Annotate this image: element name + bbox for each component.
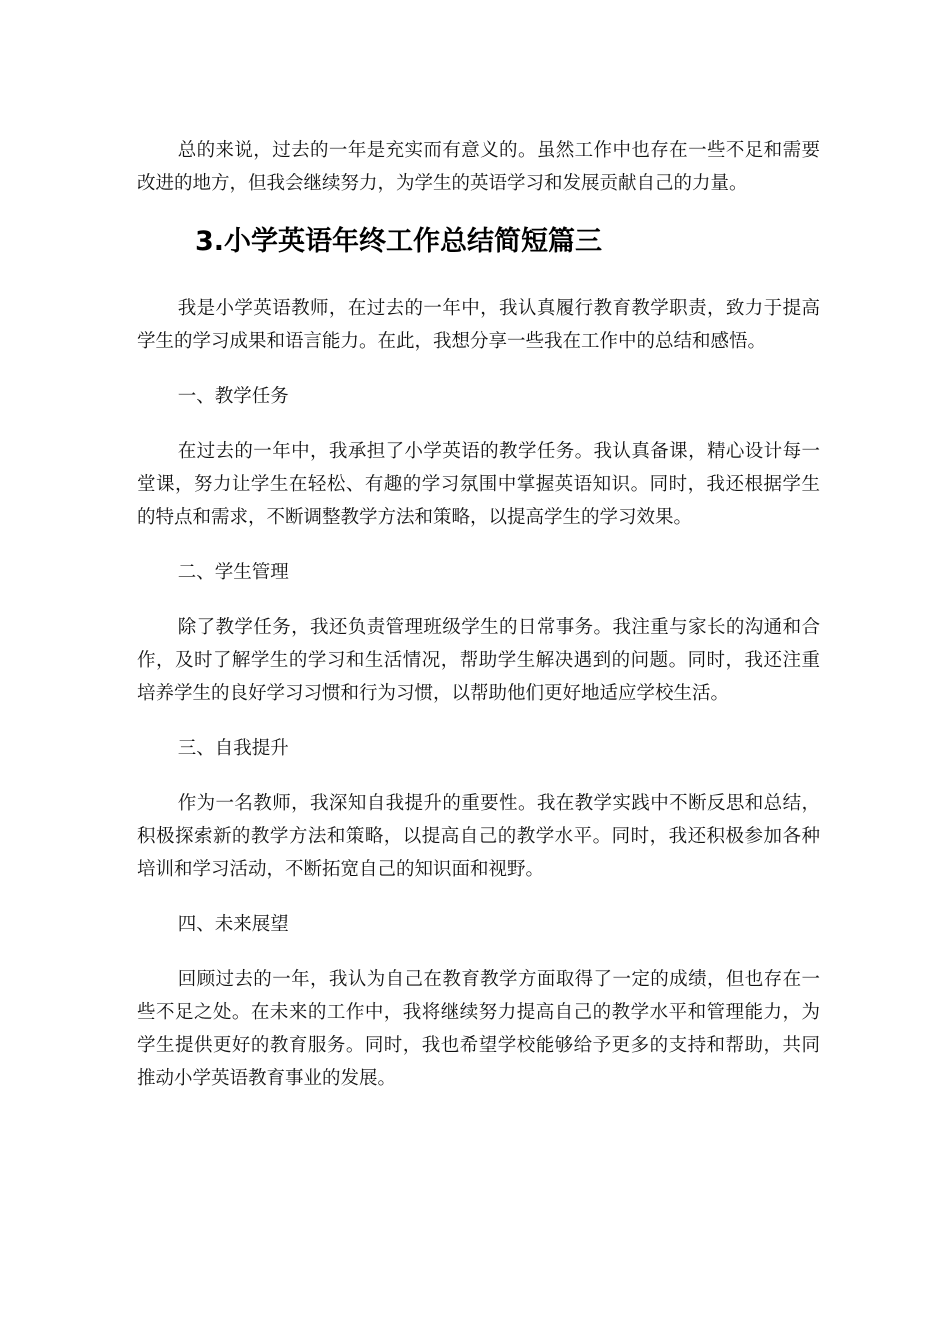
part-heading-teaching-tasks: 一、教学任务 bbox=[177, 386, 289, 407]
part-text-teaching-tasks: 在过去的一年中，我承担了小学英语的教学任务。我认真备课，精心设计每一堂课，努力让学生在轻松、有趣的学习氛围中掌握英语知识。同时，我还根据学生的特点和需求，不断调整教学方法和策略，以提高学生的学习效果。 bbox=[137, 441, 820, 528]
part-heading-future-outlook: 四、未来展望 bbox=[177, 914, 289, 935]
section-title: 3.小学英语年终工作总结简短篇三 bbox=[195, 226, 603, 257]
part-heading-self-improvement: 三、自我提升 bbox=[177, 738, 289, 759]
intro-paragraph: 总的来说，过去的一年是充实而有意义的。虽然工作中也存在一些不足和需要改进的地方，但我会继续努力，为学生的英语学习和发展贡献自己的力量。 bbox=[137, 140, 820, 194]
part-heading-student-management: 二、学生管理 bbox=[177, 562, 289, 583]
opening-paragraph: 我是小学英语教师，在过去的一年中，我认真履行教育教学职责，致力于提高学生的学习成果和语言能力。在此，我想分享一些我在工作中的总结和感悟。 bbox=[137, 298, 820, 352]
document-body bbox=[137, 134, 820, 1117]
part-text-self-improvement: 作为一名教师，我深知自我提升的重要性。我在教学实践中不断反思和总结，积极探索新的教学方法和策略，以提高自己的教学水平。同时，我还积极参加各种培训和学习活动，不断拓宽自己的知识面和视野。 bbox=[137, 793, 820, 880]
part-text-student-management: 除了教学任务，我还负责管理班级学生的日常事务。我注重与家长的沟通和合作，及时了解学生的学习和生活情况，帮助学生解决遇到的问题。同时，我还注重培养学生的良好学习习惯和行为习惯，以帮助他们更好地适应学校生活。 bbox=[137, 617, 820, 704]
part-text-future-outlook: 回顾过去的一年，我认为自己在教育教学方面取得了一定的成绩，但也存在一些不足之处。在未来的工作中，我将继续努力提高自己的教学水平和管理能力，为学生提供更好的教育服务。同时，我也希望学校能够给予更多的支持和帮助，共同推动小学英语教育事业的发展。 bbox=[137, 969, 820, 1089]
